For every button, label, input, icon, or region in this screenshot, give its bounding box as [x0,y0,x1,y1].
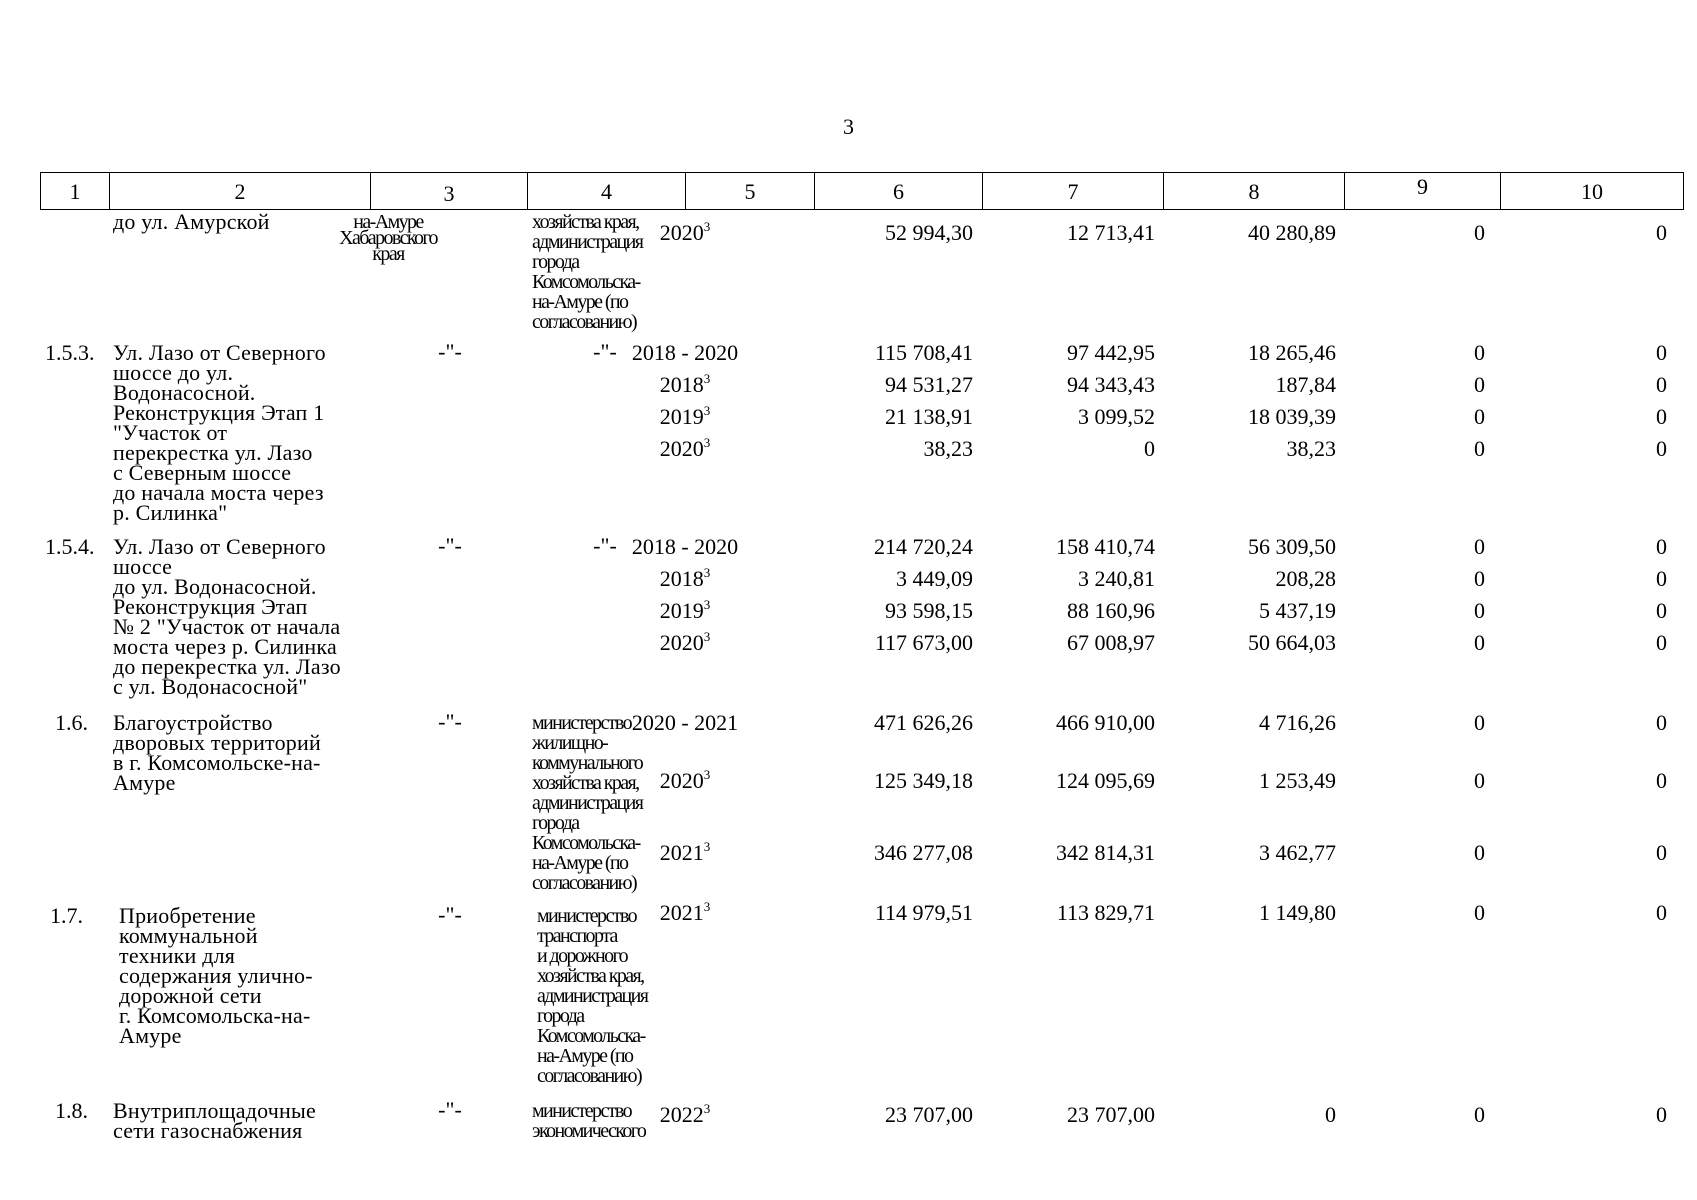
footnote-mark: 3 [703,435,711,450]
item-name-line: с Северным шоссе [113,460,292,485]
item-code: 1.7. [50,903,83,928]
responsible-line: хозяйства края, [532,772,639,794]
amount-local: 0 [1474,340,1485,365]
amount-federal: 113 829,71 [1056,900,1155,925]
footnote-mark: 3 [703,219,711,234]
amount-regional: 40 280,89 [1248,220,1336,245]
amount-other: 0 [1656,566,1667,591]
amount-total: 38,23 [923,436,973,461]
responsible-line: хозяйства края, [537,965,644,987]
responsible-line: министерство [532,712,631,734]
item-name-line: "Участок от [113,420,228,445]
responsible-line: министерство [532,1100,631,1122]
item-name-line: Реконструкция Этап [113,594,308,619]
item-name-line: р. Силинка" [113,500,228,525]
item-name-line: шоссе до ул. [113,360,234,385]
amount-local: 0 [1474,630,1485,655]
item-name-line: до перекрестка ул. Лазо [113,654,341,679]
amount-other: 0 [1656,1102,1667,1127]
responsible-line: и дорожного [537,945,628,967]
footnote-mark: 3 [703,371,711,386]
item-name-line: Внутриплощадочные [113,1098,316,1123]
responsible-line: на-Амуре (по [532,852,628,874]
amount-other: 0 [1656,404,1667,429]
item-name-line: Благоустройство [113,710,273,735]
footnote-mark: 3 [703,597,711,612]
year-cell: 2020$^3$ [659,629,711,655]
executor-ditto: -"- [438,339,462,364]
item-name-line: дорожной сети [119,983,262,1008]
responsible-line: администрация [537,985,648,1007]
item-name-line: до начала моста через [113,480,324,505]
header-col-2: 2 [109,172,371,210]
item-name-line: Водонасосной. [113,380,256,405]
header-col-8: 8 [1163,172,1345,210]
year-cell: 2018$^3$ [659,565,711,591]
responsible-line: экономического [532,1120,646,1142]
amount-other: 0 [1656,900,1667,925]
responsible-line: администрация [532,231,643,253]
responsible-line: на-Амуре (по [537,1045,633,1067]
item-code: 1.5.3. [45,340,95,365]
amount-local: 0 [1474,768,1485,793]
amount-other: 0 [1656,710,1667,735]
responsible-line: Комсомольска- [532,832,640,854]
amount-regional: 18 039,39 [1248,404,1336,429]
amount-total: 23 707,00 [885,1102,973,1127]
amount-total: 115 708,41 [874,340,973,365]
amount-regional: 187,84 [1275,372,1336,397]
amount-other: 0 [1656,840,1667,865]
amount-other: 0 [1656,534,1667,559]
amount-federal: 94 343,43 [1067,372,1155,397]
item-name-line: коммунальной [119,923,258,948]
item-name-line: с ул. Водонасосной" [113,674,308,699]
amount-local: 0 [1474,1102,1485,1127]
responsible-line: согласованию) [532,311,637,333]
page-number: 3 [843,114,854,139]
responsible-line: хозяйства края, [532,211,639,233]
header-col-1: 1 [40,172,110,210]
year-cell: 2022$^3$ [659,1101,711,1127]
executor-ditto: -"- [438,533,462,558]
amount-total: 21 138,91 [885,404,973,429]
item-code: 1.6. [55,710,88,735]
amount-federal: 342 814,31 [1056,840,1155,865]
item-name-line: моста через р. Силинка [113,634,337,659]
year-cell: 2020$^3$ [659,767,711,793]
header-col-9: 9 [1344,172,1501,210]
item-name-line: шоссе [113,554,173,579]
footnote-mark: 3 [703,629,711,644]
amount-total: 214 720,24 [874,534,973,559]
item-name-line: перекрестка ул. Лазо [113,440,313,465]
amount-other: 0 [1656,340,1667,365]
responsible-ditto: -"- [593,339,617,364]
year-cell: 2020$^3$ [659,435,711,461]
amount-local: 0 [1474,220,1485,245]
amount-regional: 18 265,46 [1248,340,1336,365]
responsible-line: транспорта [537,925,617,947]
amount-federal: 3 240,81 [1078,566,1155,591]
footnote-mark: 3 [703,565,711,580]
responsible-line: министерство [537,905,636,927]
amount-total: 52 994,30 [885,220,973,245]
amount-other: 0 [1656,220,1667,245]
responsible-line: согласованию) [537,1065,642,1087]
amount-regional: 0 [1325,1102,1336,1127]
responsible-line: коммунального [532,752,643,774]
amount-federal: 12 713,41 [1067,220,1155,245]
item-name-line: техники для [119,943,236,968]
executor-line: на-Амуре [353,211,423,233]
responsible-line: Комсомольска- [532,271,640,293]
footnote-mark: 3 [703,899,711,914]
item-name-line: дворовых территорий [113,730,321,755]
year-cell: 2020 - 2021 [631,710,739,735]
amount-other: 0 [1656,630,1667,655]
item-name-line: № 2 "Участок от начала [113,614,341,639]
amount-regional: 56 309,50 [1248,534,1336,559]
amount-regional: 208,28 [1275,566,1336,591]
amount-total: 93 598,15 [885,598,973,623]
executor-line: Хабаровского [339,227,437,249]
amount-other: 0 [1656,436,1667,461]
amount-regional: 4 716,26 [1259,710,1336,735]
responsible-ditto: -"- [593,533,617,558]
header-col-4: 4 [527,172,686,210]
amount-federal: 466 910,00 [1056,710,1155,735]
item-name-line: до ул. Амурской [113,209,270,234]
year-cell: 2020$^3$ [659,219,711,245]
item-name-line: Приобретение [119,903,256,928]
header-col-5: 5 [685,172,815,210]
responsible-line: города [537,1005,584,1027]
amount-regional: 50 664,03 [1248,630,1336,655]
header-col-7: 7 [982,172,1164,210]
amount-local: 0 [1474,436,1485,461]
responsible-line: жилищно- [532,732,608,754]
year-cell: 2018$^3$ [659,371,711,397]
responsible-line: на-Амуре (по [532,291,628,313]
amount-federal: 97 442,95 [1067,340,1155,365]
item-name-line: г. Комсомольска-на- [119,1003,311,1028]
amount-federal: 0 [1144,436,1155,461]
responsible-line: согласованию) [532,872,637,894]
amount-other: 0 [1656,372,1667,397]
amount-total: 94 531,27 [885,372,973,397]
amount-local: 0 [1474,404,1485,429]
amount-regional: 5 437,19 [1259,598,1336,623]
item-name-line: в г. Комсомольске-на- [113,750,321,775]
amount-local: 0 [1474,710,1485,735]
footnote-mark: 3 [703,767,711,782]
amount-total: 3 449,09 [896,566,973,591]
item-name-line: Амуре [113,770,176,795]
responsible-line: города [532,251,579,273]
item-name-line: Ул. Лазо от Северного [113,340,326,365]
year-cell: 2019$^3$ [659,597,711,623]
table-header [40,172,1684,210]
amount-federal: 158 410,74 [1056,534,1155,559]
amount-total: 346 277,08 [874,840,973,865]
item-name-line: содержания улично- [119,963,313,988]
amount-local: 0 [1474,598,1485,623]
amount-local: 0 [1474,566,1485,591]
executor-ditto: -"- [438,1097,462,1122]
amount-regional: 1 253,49 [1259,768,1336,793]
footnote-mark: 3 [703,839,711,854]
amount-total: 117 673,00 [874,630,973,655]
item-name-line: сети газоснабжения [113,1118,303,1143]
amount-federal: 88 160,96 [1067,598,1155,623]
footnote-mark: 3 [703,1101,711,1116]
responsible-line: Комсомольска- [537,1025,645,1047]
amount-total: 114 979,51 [874,900,973,925]
executor-line: края [372,243,404,265]
item-code: 1.8. [55,1098,88,1123]
amount-federal: 67 008,97 [1067,630,1155,655]
header-col-3: 3 [370,172,528,210]
amount-other: 0 [1656,768,1667,793]
amount-regional: 3 462,77 [1259,840,1336,865]
item-name-line: Амуре [119,1023,182,1048]
year-cell: 2021$^3$ [659,839,711,865]
amount-local: 0 [1474,372,1485,397]
executor-ditto: -"- [438,709,462,734]
item-name-line: Ул. Лазо от Северного [113,534,326,559]
amount-local: 0 [1474,840,1485,865]
amount-other: 0 [1656,598,1667,623]
amount-local: 0 [1474,534,1485,559]
header-col-6: 6 [814,172,983,210]
year-cell: 2021$^3$ [659,899,711,925]
item-name-line: до ул. Водонасосной. [113,574,317,599]
amount-local: 0 [1474,900,1485,925]
amount-federal: 3 099,52 [1078,404,1155,429]
amount-federal: 23 707,00 [1067,1102,1155,1127]
header-col-10: 10 [1500,172,1684,210]
year-cell: 2018 - 2020 [631,534,739,559]
footnote-mark: 3 [703,403,711,418]
item-name-line: Реконструкция Этап 1 [113,400,325,425]
amount-regional: 38,23 [1286,436,1336,461]
year-cell: 2018 - 2020 [631,340,739,365]
item-code: 1.5.4. [45,534,95,559]
responsible-line: города [532,812,579,834]
amount-total: 471 626,26 [874,710,973,735]
amount-total: 125 349,18 [874,768,973,793]
amount-federal: 124 095,69 [1056,768,1155,793]
responsible-line: администрация [532,792,643,814]
executor-ditto: -"- [438,902,462,927]
year-cell: 2019$^3$ [659,403,711,429]
amount-regional: 1 149,80 [1259,900,1336,925]
